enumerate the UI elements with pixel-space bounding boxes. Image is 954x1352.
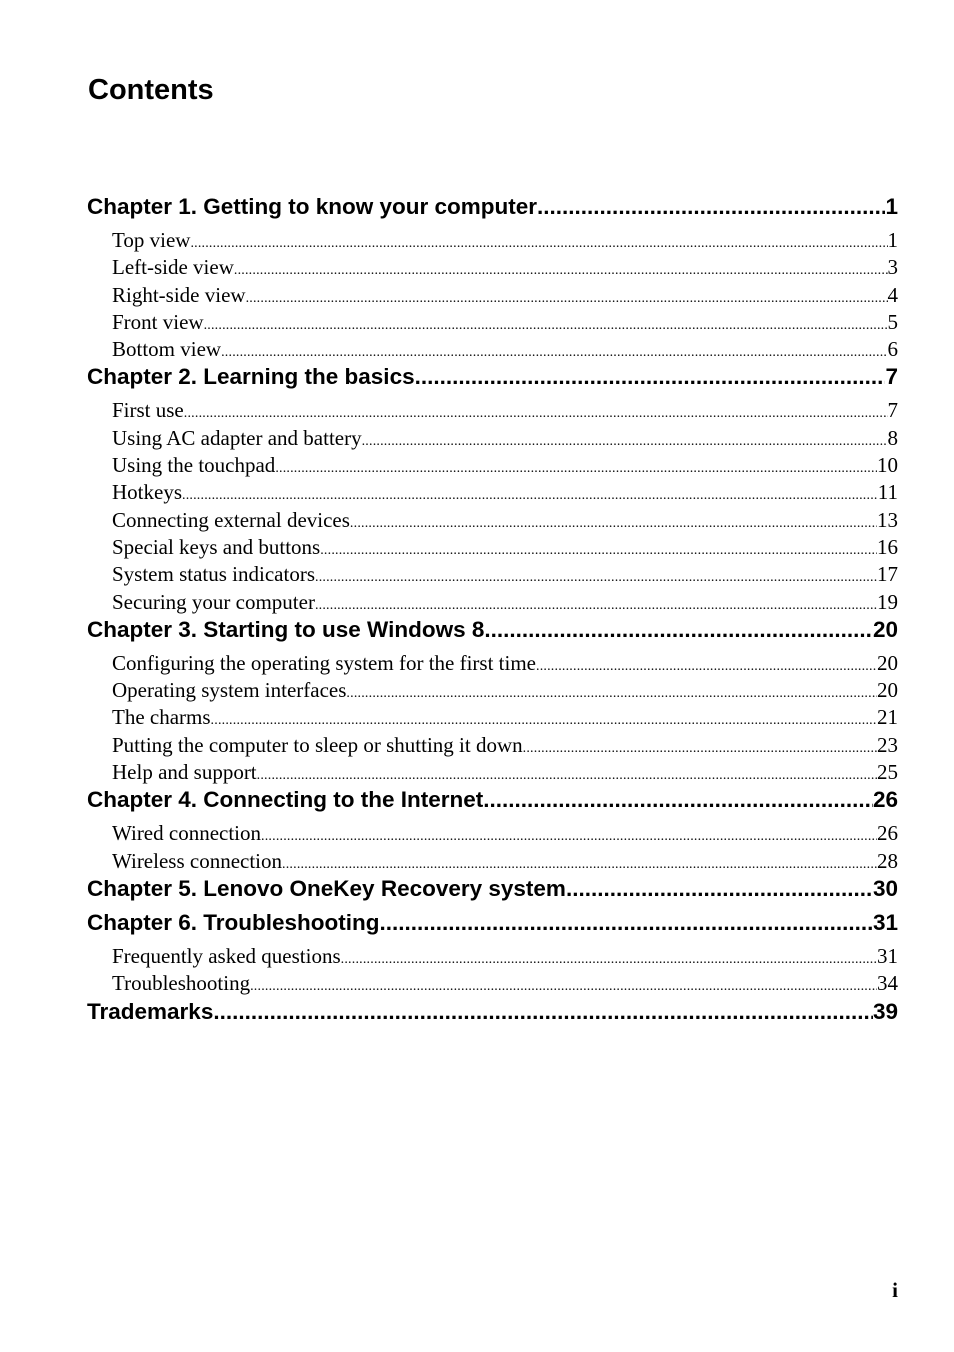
dot-leader [184, 397, 888, 424]
dot-leader [315, 589, 877, 616]
dot-leader [221, 336, 887, 363]
toc-chapter-entry-page-number: 30 [872, 875, 898, 901]
toc-section-entry-label: Operating system interfaces [112, 678, 347, 703]
toc-section-entry-label: The charms [112, 705, 211, 730]
dot-leader [346, 677, 877, 704]
toc-chapter-entry-page-number: 1 [885, 194, 898, 219]
toc-section-entry-page-number: 23 [877, 732, 898, 757]
toc-chapter-entry-page-number: 31 [872, 909, 898, 935]
page-number: i [892, 1278, 898, 1302]
toc-chapter-entry-label: Chapter 2. Learning the basics [87, 364, 415, 390]
toc-section-entry[interactable] [87, 704, 898, 731]
toc-section-entry[interactable] [87, 282, 898, 309]
dot-leader [315, 561, 877, 588]
toc-section-entry-label: Putting the computer to sleep or shutting it down [112, 732, 523, 757]
toc-section-entry-label: Hotkeys [112, 480, 182, 505]
toc-section-entry-label: Left-side view [112, 255, 234, 280]
dot-leader [204, 309, 888, 336]
toc-section-entry-page-number: 11 [877, 480, 898, 505]
toc-section-entry[interactable] [87, 848, 898, 875]
toc-section-entry-label: Help and support [112, 760, 257, 785]
toc-section-entry[interactable] [87, 732, 898, 759]
toc-section-entry-page-number: 26 [877, 821, 898, 846]
toc-section-entry-page-number: 16 [877, 534, 898, 559]
table-of-contents [87, 193, 898, 1032]
dot-leader [275, 452, 877, 479]
toc-chapter-entry[interactable] [87, 909, 898, 943]
toc-section-entry[interactable] [87, 970, 898, 997]
toc-chapter-entry[interactable] [87, 616, 898, 650]
toc-section-entry[interactable] [87, 534, 898, 561]
toc-section-entry[interactable] [87, 309, 898, 336]
toc-section-entry-label: Front view [112, 309, 204, 334]
dot-leader [250, 970, 877, 997]
toc-chapter-entry-label: Chapter 6. Troubleshooting [87, 909, 380, 935]
page-title: Contents [88, 74, 214, 106]
toc-section-entry-label: Right-side view [112, 282, 246, 307]
toc-chapter-entry-label: Chapter 3. Starting to use Windows 8 [87, 616, 485, 642]
toc-section-entry[interactable] [87, 650, 898, 677]
toc-section-entry-label: First use [112, 398, 184, 423]
toc-section-entry[interactable] [87, 943, 898, 970]
dot-leader [484, 616, 873, 644]
toc-section-entry-page-number: 20 [877, 678, 898, 703]
toc-section-entry[interactable] [87, 227, 898, 254]
toc-section-entry-label: Securing your computer [112, 589, 315, 614]
dot-leader [566, 875, 873, 903]
toc-chapter-entry[interactable] [87, 363, 898, 397]
dot-leader [537, 193, 885, 221]
toc-chapter-entry-page-number: 26 [872, 787, 898, 813]
toc-section-entry-page-number: 6 [887, 337, 898, 362]
toc-section-entry-label: Using the touchpad [112, 453, 276, 478]
toc-section-entry[interactable] [87, 820, 898, 847]
dot-leader [246, 282, 888, 309]
toc-section-entry-page-number: 4 [887, 282, 898, 307]
toc-chapter-entry-label: Chapter 5. Lenovo OneKey Recovery system [87, 875, 566, 901]
toc-section-entry-page-number: 5 [887, 309, 898, 334]
toc-section-entry[interactable] [87, 254, 898, 281]
dot-leader [282, 848, 877, 875]
toc-chapter-entry-page-number: 39 [872, 998, 898, 1024]
toc-chapter-entry[interactable] [87, 998, 898, 1032]
toc-section-entry-page-number: 34 [877, 971, 898, 996]
dot-leader [362, 425, 888, 452]
toc-section-entry-page-number: 17 [877, 562, 898, 587]
dot-leader [483, 786, 873, 814]
toc-section-entry[interactable] [87, 452, 898, 479]
dot-leader [536, 650, 877, 677]
toc-section-entry-label: Using AC adapter and battery [112, 425, 362, 450]
toc-chapter-entry-label: Chapter 4. Connecting to the Internet [87, 787, 484, 813]
toc-section-entry-page-number: 25 [877, 760, 898, 785]
dot-leader [320, 534, 877, 561]
toc-section-entry-label: Bottom view [112, 337, 222, 362]
dot-leader [234, 254, 888, 281]
toc-section-entry-label: Wired connection [112, 821, 262, 846]
toc-section-entry-page-number: 7 [887, 398, 898, 423]
toc-section-entry[interactable] [87, 677, 898, 704]
toc-section-entry[interactable] [87, 336, 898, 363]
dot-leader [261, 820, 877, 847]
toc-section-entry[interactable] [87, 561, 898, 588]
dot-leader [380, 909, 873, 937]
toc-chapter-entry-page-number: 7 [885, 364, 898, 390]
toc-section-entry-label: Special keys and buttons [112, 534, 321, 559]
toc-chapter-entry-label: Trademarks [87, 998, 214, 1024]
toc-section-entry[interactable] [87, 479, 898, 506]
dot-leader [211, 704, 877, 731]
toc-section-entry-label: Top view [112, 228, 191, 252]
dot-leader [182, 479, 878, 506]
toc-section-entry-label: System status indicators [112, 562, 315, 587]
toc-section-entry-page-number: 13 [877, 507, 898, 532]
toc-section-entry-label: Connecting external devices [112, 507, 350, 532]
toc-section-entry[interactable] [87, 507, 898, 534]
toc-chapter-entry[interactable] [87, 875, 898, 909]
toc-chapter-entry-page-number: 20 [872, 616, 898, 642]
toc-section-entry[interactable] [87, 759, 898, 786]
dot-leader [257, 759, 877, 786]
toc-section-entry-label: Configuring the operating system for the first time [112, 650, 536, 675]
toc-section-entry-page-number: 19 [877, 589, 898, 614]
toc-section-entry-page-number: 1 [887, 228, 898, 252]
toc-section-entry-page-number: 21 [877, 705, 898, 730]
toc-section-entry-page-number: 28 [877, 848, 898, 873]
dot-leader [190, 227, 887, 254]
dot-leader [341, 943, 877, 970]
toc-section-entry[interactable] [87, 397, 898, 424]
dot-leader [415, 363, 886, 391]
toc-section-entry-page-number: 10 [877, 453, 898, 478]
toc-section-entry-page-number: 3 [887, 255, 898, 280]
dot-leader [523, 732, 877, 759]
toc-section-entry[interactable] [87, 425, 898, 452]
dot-leader [350, 507, 877, 534]
toc-section-entry-page-number: 20 [877, 650, 898, 675]
toc-section-entry-label: Troubleshooting [112, 971, 251, 996]
toc-section-entry[interactable] [87, 589, 898, 616]
dot-leader [213, 998, 873, 1026]
toc-section-entry-page-number: 8 [887, 425, 898, 450]
toc-section-entry-label: Wireless connection [112, 848, 283, 873]
toc-chapter-entry[interactable] [87, 193, 898, 227]
toc-chapter-entry[interactable] [87, 786, 898, 820]
toc-chapter-entry-label: Chapter 1. Getting to know your computer [87, 194, 538, 219]
toc-section-entry-label: Frequently asked questions [112, 943, 341, 968]
toc-section-entry-page-number: 31 [877, 943, 898, 968]
